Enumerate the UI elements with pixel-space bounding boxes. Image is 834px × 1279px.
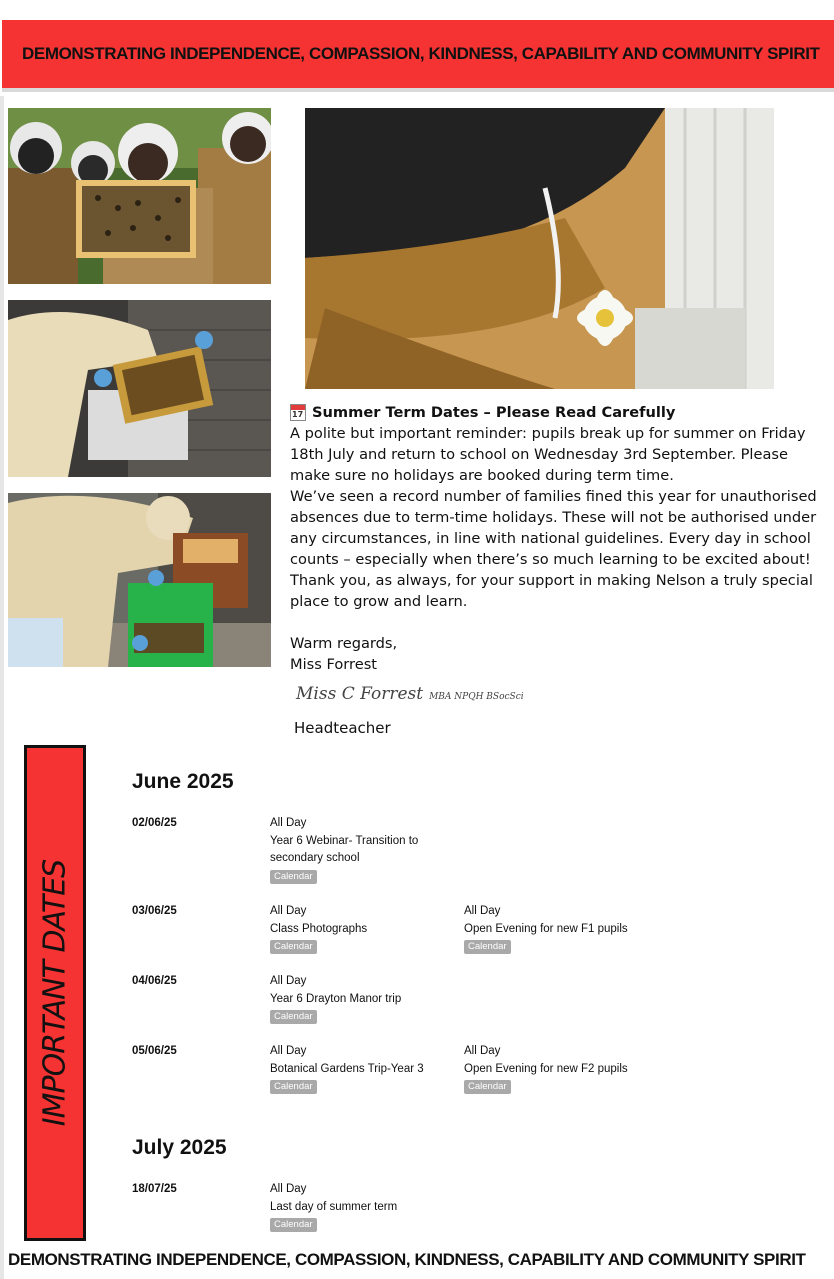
event-time: All Day	[270, 905, 307, 917]
calendar-tag[interactable]: Calendar	[270, 1080, 317, 1094]
event-time: All Day	[270, 975, 307, 987]
event-title[interactable]: Year 6 Drayton Manor trip	[270, 992, 402, 1005]
calendar-icon-day: 17	[292, 410, 304, 419]
day-date: 05/06/25	[132, 1045, 177, 1057]
calendar-tag[interactable]: Calendar	[270, 870, 317, 884]
banner-text: DEMONSTRATING INDEPENDENCE, COMPASSION, KINDNESS, CAPABILITY AND COMMUNITY SPIRIT	[22, 44, 820, 63]
event-title[interactable]: Botanical Gardens Trip-Year 3	[270, 1062, 424, 1075]
calendar-tag[interactable]: Calendar	[270, 1010, 317, 1024]
photo-beekeeper-hive	[8, 493, 271, 667]
event-item[interactable]	[270, 903, 450, 956]
notice-title: Summer Term Dates – Please Read Carefully	[312, 404, 676, 421]
calendar-icon	[290, 404, 306, 421]
event-item[interactable]	[270, 1181, 450, 1234]
event-item[interactable]	[270, 815, 450, 885]
event-item[interactable]	[270, 973, 450, 1026]
day-date: 02/06/25	[132, 817, 177, 829]
event-title[interactable]: Year 6 Webinar- Transition to secondary school	[270, 834, 419, 864]
calendar-tag[interactable]: Calendar	[270, 1218, 317, 1232]
signature-name: Miss C Forrest	[296, 684, 424, 704]
event-item[interactable]	[464, 1043, 644, 1096]
event-item[interactable]	[464, 903, 644, 956]
month-heading: June 2025	[132, 770, 234, 793]
signature	[296, 684, 524, 704]
photo-veil-closeup	[305, 108, 774, 389]
event-title[interactable]: Class Photographs	[270, 922, 368, 935]
event-time: All Day	[270, 1183, 307, 1195]
event-title[interactable]: Open Evening for new F2 pupils	[464, 1062, 628, 1075]
page-edge	[0, 96, 4, 1279]
footer-values-text: DEMONSTRATING INDEPENDENCE, COMPASSION, KINDNESS, CAPABILITY AND COMMUNITY SPIRIT	[8, 1250, 806, 1269]
term-dates-notice	[290, 402, 820, 675]
calendar-tag[interactable]: Calendar	[464, 940, 511, 954]
notice-paragraph-3: Thank you, as always, for your support in making Nelson a truly special place to grow and learn.	[290, 572, 813, 610]
notice-paragraph-1: A polite but important reminder: pupils break up for summer on Friday 18th July and return to school on Wednesday 3rd September. Please make sure no holidays are booked during term time.	[290, 425, 806, 484]
important-dates-label: IMPORTANT DATES	[37, 859, 73, 1127]
day-date: 04/06/25	[132, 975, 177, 987]
signature-quals: MBA NPQH BSocSci	[429, 692, 524, 702]
notice-closing: Warm regards,	[290, 635, 398, 652]
top-band	[0, 0, 834, 20]
calendar-tag[interactable]: Calendar	[464, 1080, 511, 1094]
day-date: 03/06/25	[132, 905, 177, 917]
event-title[interactable]: Last day of summer term	[270, 1200, 398, 1213]
headteacher-role: Headteacher	[294, 719, 391, 737]
event-item[interactable]	[270, 1043, 450, 1096]
event-time: All Day	[464, 1045, 501, 1057]
notice-title-row	[290, 402, 820, 423]
event-time: All Day	[464, 905, 501, 917]
photo-beekeeper-frame	[8, 300, 271, 477]
notice-paragraph-2: We’ve seen a record number of families fined this year for unauthorised absences due to term-time holidays. These will not be authorised under any circumstances, in line with national guidelines. Every day in school counts – especially when there’s so much learning to be excited about!	[290, 488, 817, 568]
photo-students-with-frame	[8, 108, 271, 284]
important-dates-label-box	[24, 745, 86, 1241]
event-time: All Day	[270, 817, 307, 829]
day-date: 18/07/25	[132, 1183, 177, 1195]
notice-name: Miss Forrest	[290, 656, 378, 673]
values-banner	[2, 20, 834, 88]
calendar-tag[interactable]: Calendar	[270, 940, 317, 954]
month-heading: July 2025	[132, 1136, 227, 1159]
event-time: All Day	[270, 1045, 307, 1057]
event-title[interactable]: Open Evening for new F1 pupils	[464, 922, 628, 935]
